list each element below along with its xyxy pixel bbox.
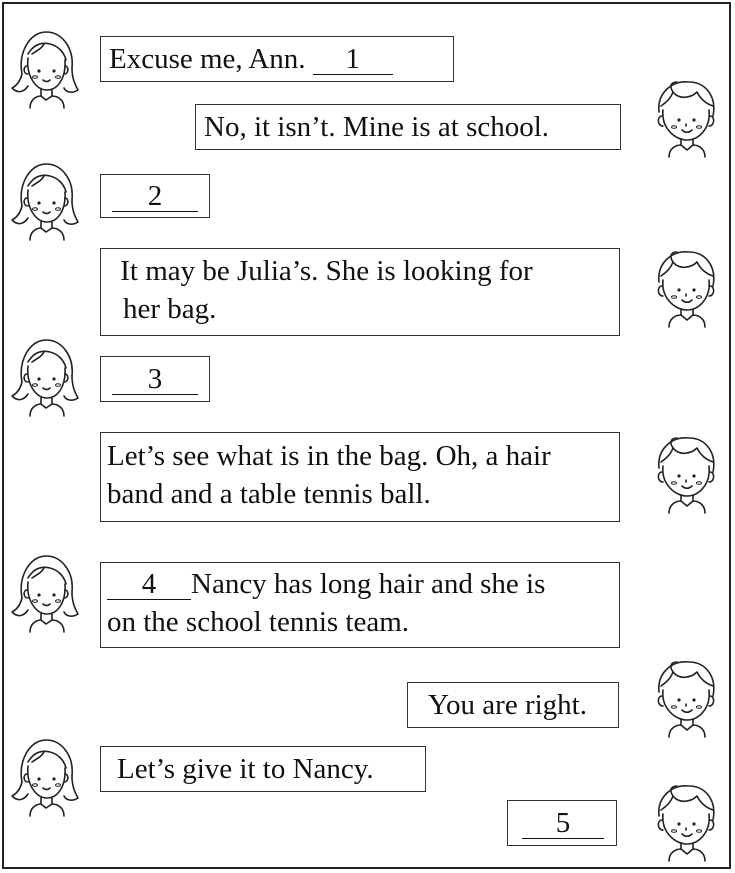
- girl-avatar-icon: [8, 548, 80, 634]
- boy-avatar-icon: [649, 776, 721, 862]
- line-text: Let’s see what is in the bag. Oh, a hair: [107, 440, 551, 472]
- dialogue-bubble-10: [507, 800, 617, 846]
- answer-blank-5[interactable]: 5: [522, 808, 604, 839]
- dialogue-bubble-9: [100, 746, 426, 792]
- dialogue-bubble-3: [100, 174, 210, 218]
- answer-blank-3[interactable]: 3: [112, 364, 198, 395]
- girl-avatar-icon: [8, 156, 80, 242]
- line-text: It may be Julia’s. She is looking for: [113, 255, 533, 287]
- line-text: her bag.: [123, 293, 217, 325]
- dialogue-bubble-5: [100, 356, 210, 402]
- answer-blank-1[interactable]: 1: [313, 44, 393, 75]
- girl-avatar-icon: [8, 732, 80, 818]
- line-text: on the school tennis team.: [107, 606, 410, 638]
- line-text: Nancy has long hair and she is: [191, 568, 546, 600]
- dialogue-bubble-1: [100, 36, 454, 82]
- girl-avatar-icon: [8, 24, 80, 110]
- boy-avatar-icon: [649, 652, 721, 738]
- line-text: Excuse me, Ann.: [109, 43, 313, 75]
- line-text: band and a table tennis ball.: [107, 478, 431, 510]
- dialogue-bubble-8: [407, 682, 619, 728]
- dialogue-bubble-7: [100, 562, 620, 648]
- line-text: You are right.: [428, 689, 587, 721]
- dialogue-bubble-2: [195, 104, 621, 150]
- dialogue-frame: [2, 2, 731, 869]
- boy-avatar-icon: [649, 428, 721, 514]
- girl-avatar-icon: [8, 332, 80, 418]
- boy-avatar-icon: [649, 242, 721, 328]
- dialogue-bubble-6: [100, 432, 620, 522]
- line-text: Let’s give it to Nancy.: [117, 753, 374, 785]
- answer-blank-2[interactable]: 2: [112, 181, 198, 212]
- line-text: No, it isn’t. Mine is at school.: [204, 111, 550, 143]
- answer-blank-4[interactable]: 4: [107, 569, 191, 600]
- boy-avatar-icon: [649, 72, 721, 158]
- dialogue-bubble-4: [100, 248, 620, 336]
